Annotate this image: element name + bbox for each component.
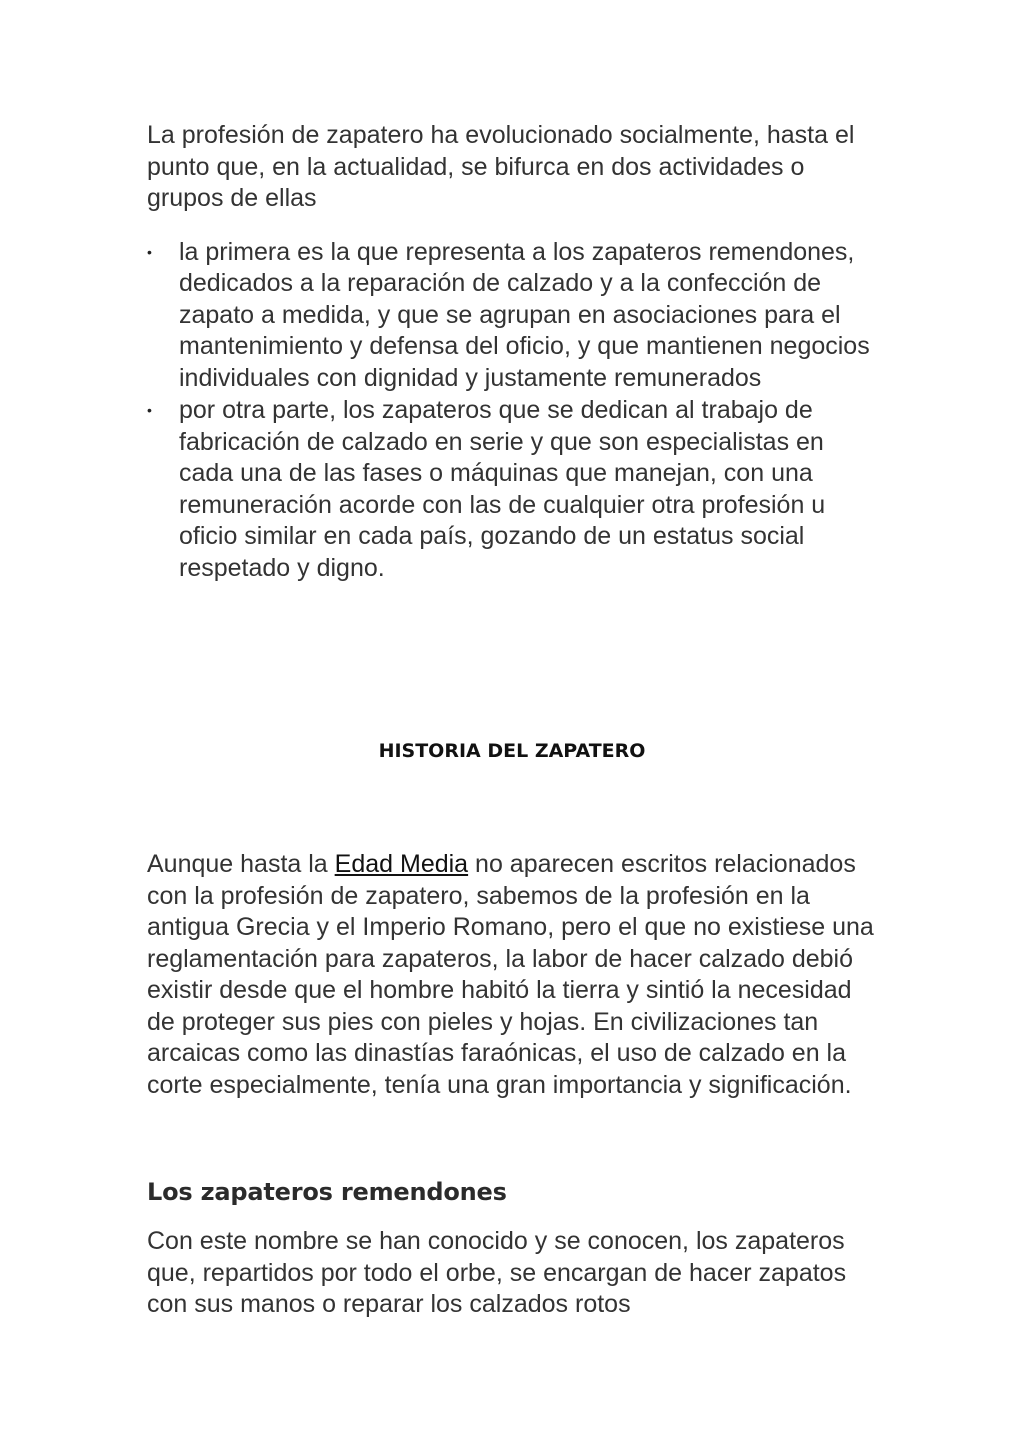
history-text-after-link: no aparecen escritos relacionados con la profesión de zapatero, sabemos de la profesión en la antigua Grecia y el Imperio Romano, pero el que no existiese una reglamentación para zapateros, la labor de hacer calzado debió existir desde que el hombre habitó la tierra y sintió la necesidad de proteger sus pies con pieles y hojas. En civilizaciones tan arcaicas como las dinastías faraónicas, el uso de calzado en la corte especialmente, tenía una gran importancia y significación. — [147, 850, 874, 1099]
edad-media-link[interactable]: Edad Media — [334, 850, 469, 878]
intro-paragraph: La profesión de zapatero ha evolucionado socialmente, hasta el punto que, en la actualidad, se bifurca en dos actividades o grupos de ellas — [147, 121, 855, 212]
document-page — [147, 120, 877, 1318]
history-title: HISTORIA DEL ZAPATERO — [378, 740, 646, 762]
remendones-paragraph: Con este nombre se han conocido y se conocen, los zapateros que, repartidos por todo el orbe, se encargan de hacer zapatos con sus manos o reparar los calzados rotos — [147, 1227, 847, 1318]
list-item-text: la primera es la que representa a los zapateros remendones, dedicados a la reparación de calzado y a la confección de zapato a medida, y que se agrupan en asociaciones para el mantenimiento y defensa del oficio, y que mantienen negocios individuales con dignidad y justamente remunerados — [179, 237, 870, 392]
bullet-icon: • — [147, 243, 152, 260]
bullet-list — [147, 237, 877, 585]
list-item-text: por otra parte, los zapateros que se dedican al trabajo de fabricación de calzado en serie y que son especialistas en cada una de las fases o máquinas que manejan, con una remuneración acorde con las de cualquier otra profesión u oficio similar en cada país, gozando de un estatus social respetado y digno. — [179, 396, 826, 582]
history-text-before-link: Aunque hasta la — [147, 850, 335, 878]
list-item — [147, 237, 877, 395]
history-paragraph — [147, 849, 877, 1101]
bullet-icon: • — [147, 402, 152, 418]
list-item — [147, 395, 877, 584]
remendones-heading: Los zapateros remendones — [147, 1178, 507, 1206]
